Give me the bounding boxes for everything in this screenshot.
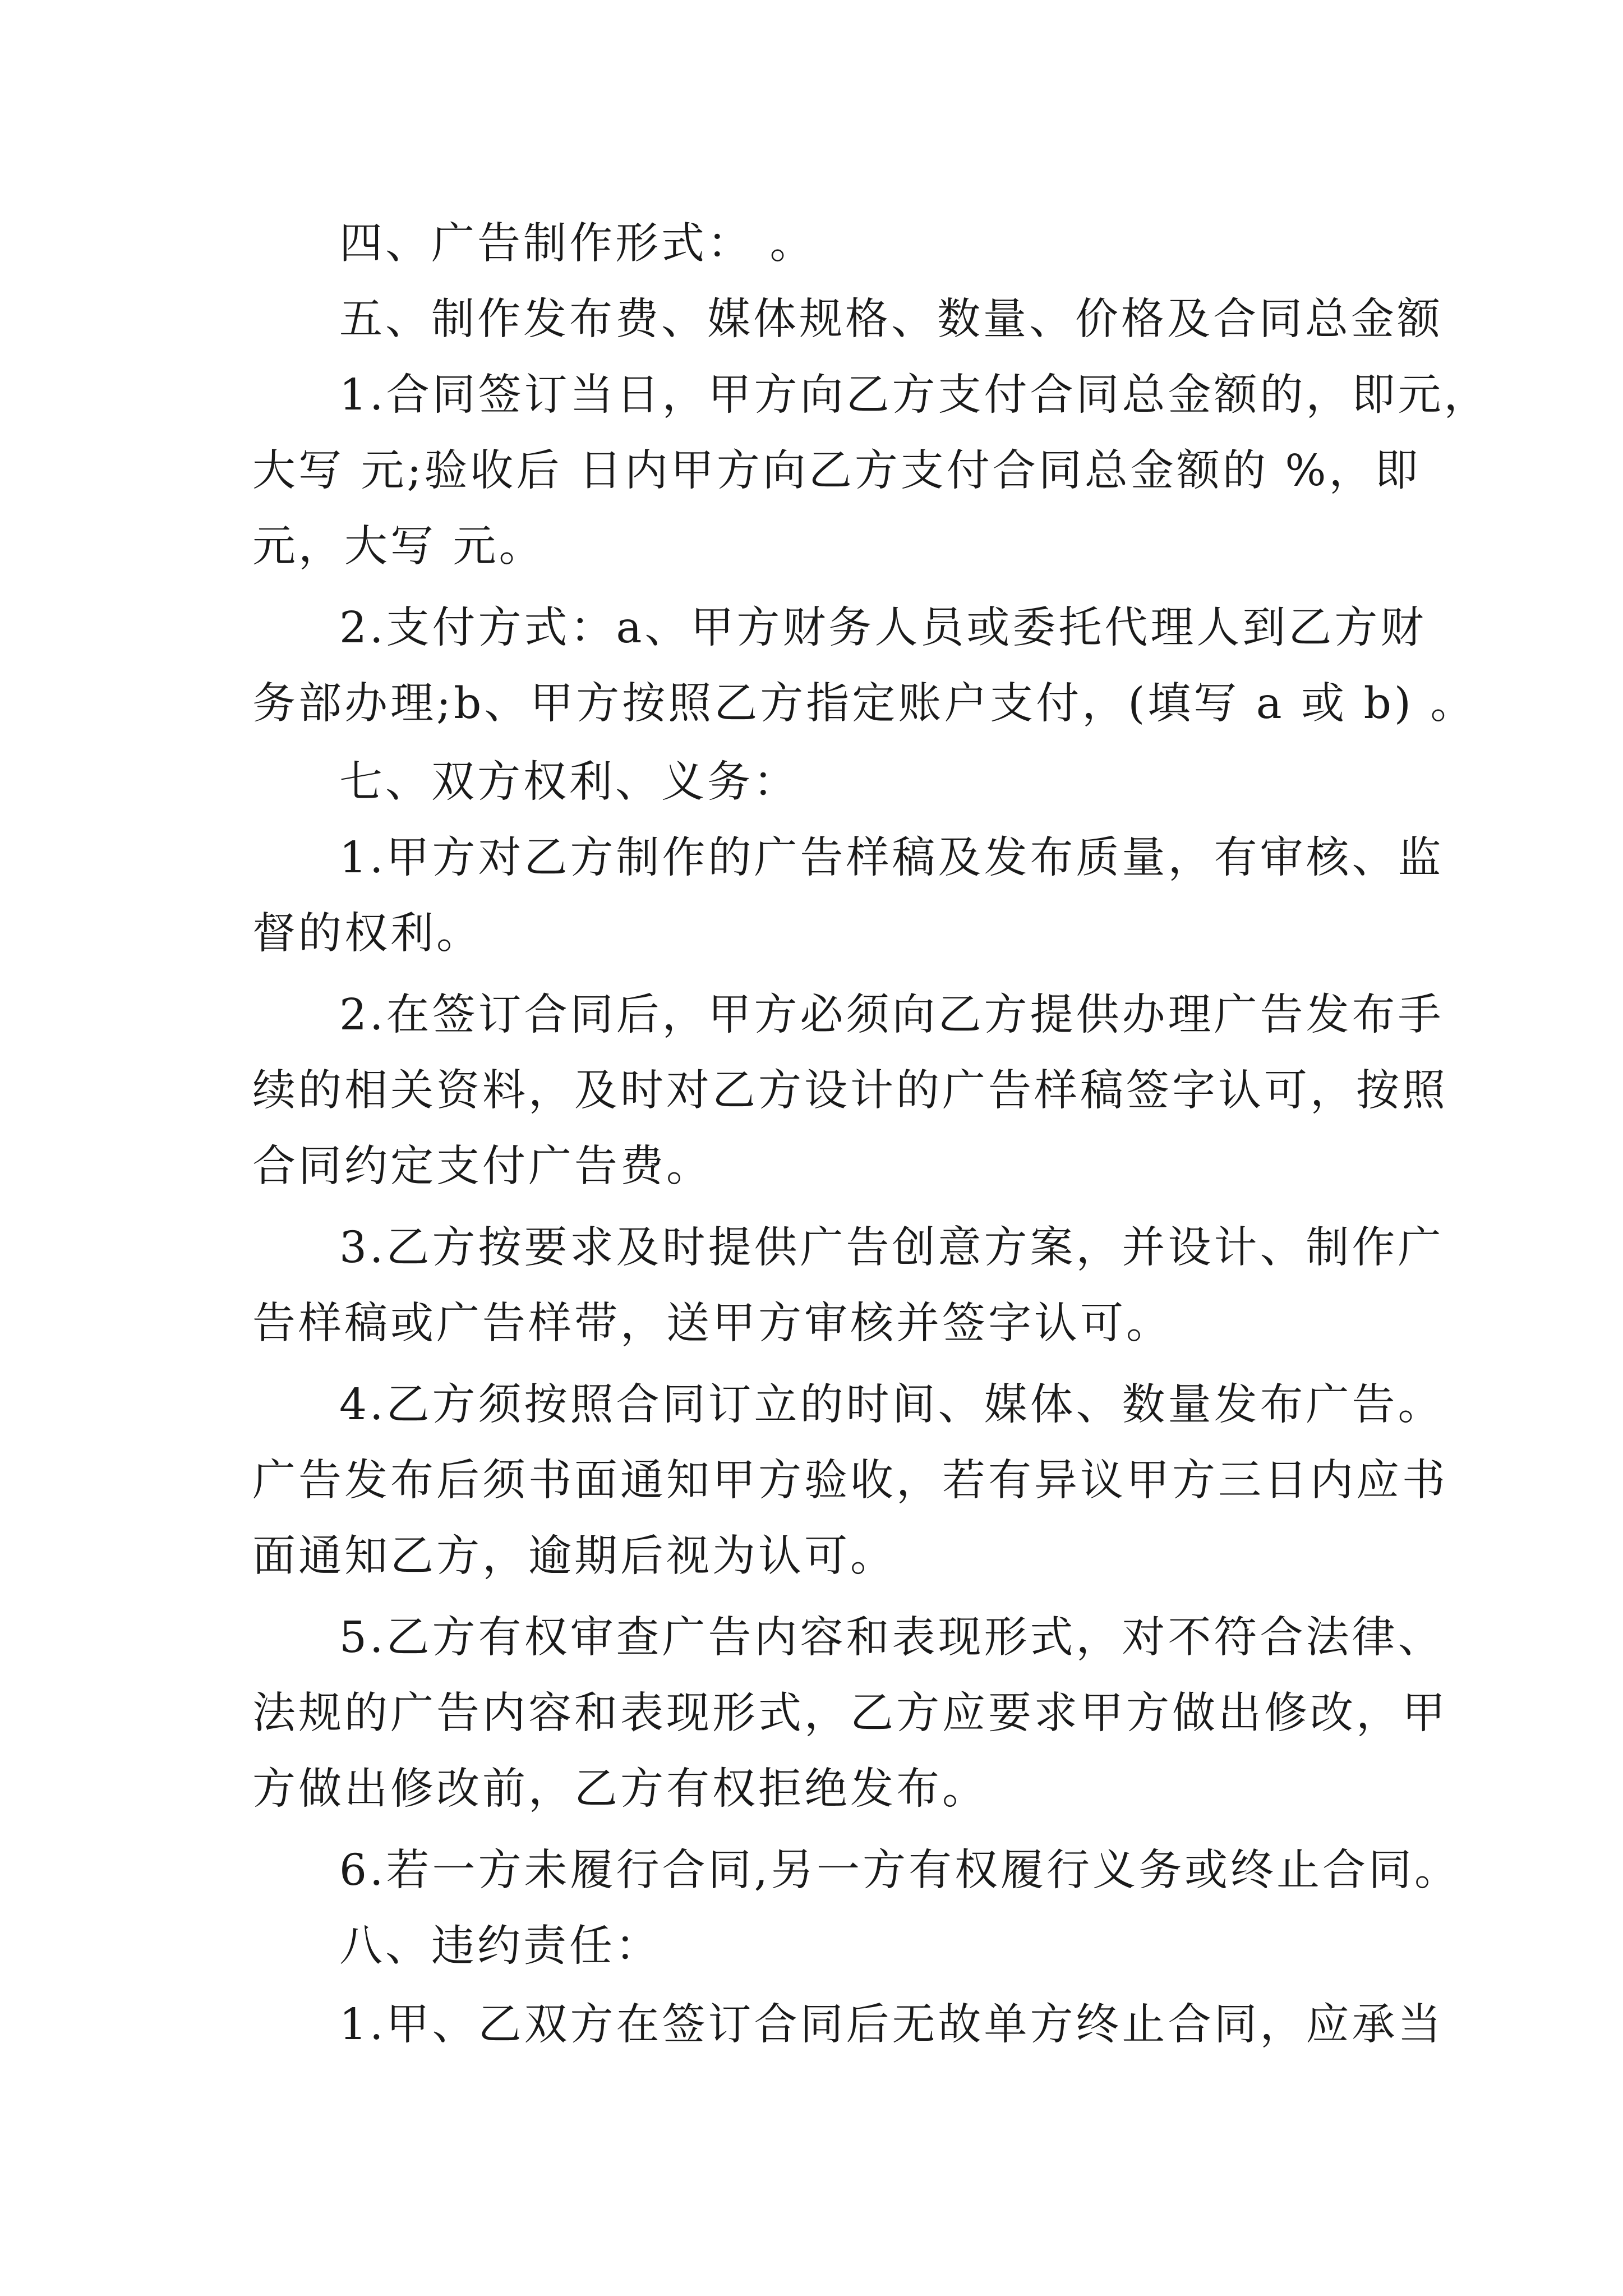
paragraph-line: 1.甲、乙双方在签订合同后无故单方终止合同，应承当: [339, 2000, 1444, 2050]
paragraph-line: 6.若一方未履行合同,另一方有权履行义务或终止合同。: [339, 1846, 1460, 1895]
paragraph-line: 广告发布后须书面通知甲方验收，若有异议甲方三日内应书: [252, 1456, 1448, 1506]
paragraph-line: 3.乙方按要求及时提供广告创意方案，并设计、制作广: [339, 1223, 1444, 1273]
paragraph-line: 4.乙方须按照合同订立的时间、媒体、数量发布广告。: [339, 1380, 1444, 1430]
paragraph-line: 大写 元;验收后 日内甲方向乙方支付合同总金额的 %，即: [252, 446, 1421, 496]
paragraph-line: 元，大写 元。: [252, 522, 545, 572]
paragraph-line: 合同约定支付广告费。: [252, 1142, 712, 1191]
section-heading-5: 五、制作发布费、媒体规格、数量、价格及合同总金额: [339, 295, 1443, 344]
paragraph-line: 方做出修改前，乙方有权拒绝发布。: [252, 1764, 988, 1814]
paragraph-line: 督的权利。: [252, 909, 482, 959]
paragraph-line: 5.乙方有权审查广告内容和表现形式，对不符合法律、: [339, 1613, 1444, 1663]
section-heading-8: 八、违约责任：: [339, 1921, 661, 1971]
paragraph-line: 2.支付方式：a、甲方财务人员或委托代理人到乙方财: [339, 603, 1427, 653]
paragraph-line: 面通知乙方，逾期后视为认可。: [252, 1531, 896, 1581]
section-heading-7: 七、双方权利、义务：: [339, 757, 799, 807]
paragraph-line: 2.在签订合同后，甲方必须向乙方提供办理广告发布手: [339, 990, 1444, 1040]
paragraph-line: 1.甲方对乙方制作的广告样稿及发布质量，有审核、监: [339, 833, 1444, 883]
paragraph-line: 法规的广告内容和表现形式，乙方应要求甲方做出修改，甲: [252, 1688, 1448, 1738]
paragraph-line: 续的相关资料，及时对乙方设计的广告样稿签字认可，按照: [252, 1066, 1448, 1116]
paragraph-line: 务部办理;b、甲方按照乙方指定账户支付，(填写 a 或 b) 。: [252, 679, 1477, 729]
paragraph-line: 告样稿或广告样带，送甲方审核并签字认可。: [252, 1299, 1172, 1349]
section-heading-4: 四、广告制作形式： 。: [339, 219, 816, 269]
paragraph-line: 1.合同签订当日，甲方向乙方支付合同总金额的，即元，: [339, 370, 1490, 420]
